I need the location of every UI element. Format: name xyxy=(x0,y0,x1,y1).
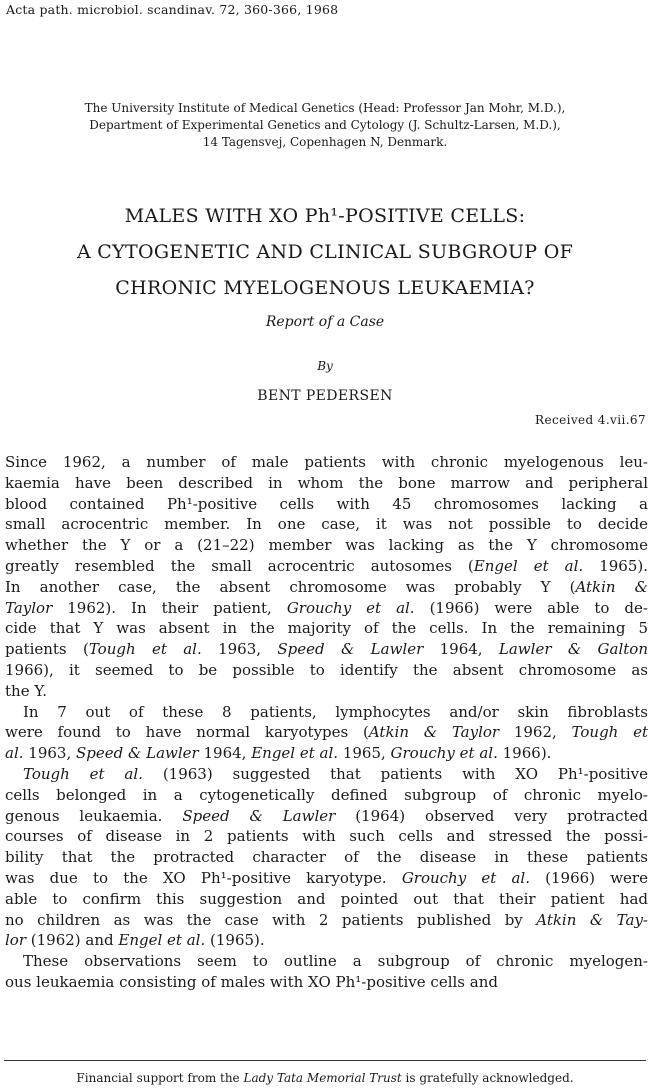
citation-text: Speed & Lawler xyxy=(182,806,336,825)
text-line xyxy=(5,514,648,535)
text-line xyxy=(5,639,648,660)
text-run: patients ( xyxy=(5,640,89,659)
citation-text: Lady Tata Memorial Trust xyxy=(243,1071,402,1085)
text-run: small acrocentric member. In one case, it was not possible to decide xyxy=(5,515,648,534)
text-line xyxy=(5,951,648,972)
text-run: 1965, xyxy=(338,744,391,763)
article-subtitle: Report of a Case xyxy=(265,314,385,330)
text-run: cide that Y was absent in the majority of the cells. In the remaining 5 xyxy=(5,619,648,638)
citation-text: Tough et al. xyxy=(88,640,202,659)
text-run: the Y. xyxy=(5,681,48,700)
text-run: 1964, xyxy=(198,744,252,763)
body-paragraph xyxy=(5,452,648,702)
text-line xyxy=(5,702,648,723)
text-line xyxy=(5,743,648,764)
citation-text: Tough et xyxy=(571,723,648,742)
text-run: (1966) were xyxy=(529,868,648,887)
received-date: Received 4.vii.67 xyxy=(535,413,646,427)
text-run: whether the Y or a (21–22) member was lacking as the Y chromosome xyxy=(5,536,648,555)
text-run: (1965). xyxy=(205,931,265,950)
citation-text: Atkin & Taylor xyxy=(368,723,500,742)
text-line xyxy=(5,556,648,577)
journal-citation: Acta path. microbiol. scandinav. 72, 360-366, 1968 xyxy=(6,2,339,17)
citation-text: Engel et al. xyxy=(118,931,206,950)
text-run: ous leukaemia consisting of males with XO Ph¹-positive cells and xyxy=(5,972,498,991)
text-run: (1964) observed very protracted xyxy=(335,806,648,825)
citation-text: Grouchy et al. xyxy=(401,868,530,887)
author-name: BENT PEDERSEN xyxy=(257,388,393,404)
text-run: kaemia have been described in whom the bone marrow and peripheral xyxy=(5,473,648,492)
text-line xyxy=(5,494,648,515)
text-run: able to confirm this suggestion and pointed out that their patient had xyxy=(5,889,648,908)
footnote xyxy=(0,1071,650,1085)
text-line xyxy=(5,618,648,639)
text-run: 1966). xyxy=(497,744,552,763)
text-line xyxy=(5,889,648,910)
text-run: In another case, the absent chromosome was probably Y ( xyxy=(5,577,576,596)
affiliation-line: 14 Tagensvej, Copenhagen N, Denmark. xyxy=(202,135,448,149)
citation-text: Speed & Lawler xyxy=(277,640,424,659)
text-line xyxy=(5,764,648,785)
citation-text: Grouchy et al. xyxy=(390,744,498,763)
citation-text: Lawler & Galton xyxy=(498,640,648,659)
citation-text: Grouchy et al. xyxy=(286,598,415,617)
text-run: 1962). In their patient, xyxy=(52,598,287,617)
text-run: In 7 out of these 8 patients, lymphocytes and/or skin fibroblasts xyxy=(23,702,648,721)
text-line xyxy=(5,930,648,951)
body-text xyxy=(5,452,648,993)
text-line xyxy=(5,577,648,598)
text-run: 1966), it seemed to be possible to identify the absent chromosome as xyxy=(5,660,648,679)
text-run: no children as was the case with 2 patients published by xyxy=(5,910,537,929)
title-line: MALES WITH XO Ph¹-POSITIVE CELLS: xyxy=(124,205,526,227)
text-line xyxy=(5,826,648,847)
affiliation-line: The University Institute of Medical Genetics (Head: Professor Jan Mohr, M.D.), xyxy=(84,101,566,115)
text-line xyxy=(5,785,648,806)
affiliation-line: Department of Experimental Genetics and Cytology (J. Schultz-Larsen, M.D.), xyxy=(89,118,561,132)
text-line xyxy=(5,972,648,993)
text-run: Since 1962, a number of male patients with chronic myelogenous leu- xyxy=(5,453,648,471)
citation-text: lor xyxy=(5,931,26,950)
text-run: is gratefully acknowledged. xyxy=(401,1071,574,1085)
text-run: (1966) were able to de- xyxy=(414,598,648,617)
text-run: bility that the protracted character of the disease in these patients xyxy=(5,848,648,867)
text-line xyxy=(5,806,648,827)
text-run: cells belonged in a cytogenetically defined subgroup of chronic myelo- xyxy=(5,785,648,804)
citation-text: al. xyxy=(5,744,24,763)
text-run: 1963, xyxy=(201,640,278,659)
text-run: (1962) and xyxy=(26,931,119,950)
citation-text: Atkin & Tay- xyxy=(536,910,648,929)
affiliation-block xyxy=(0,100,650,151)
text-line xyxy=(5,910,648,931)
citation-text: Engel et al. xyxy=(473,556,584,575)
body-paragraph xyxy=(5,951,648,993)
citation-text: Speed & Lawler xyxy=(76,744,199,763)
citation-text: Tough et al. xyxy=(23,764,143,783)
text-run: were found to have normal karyotypes ( xyxy=(5,723,369,742)
text-run: (1963) suggested that patients with XO Ph¹-positive xyxy=(142,764,648,783)
text-line xyxy=(5,535,648,556)
text-line xyxy=(5,847,648,868)
text-run: Financial support from the xyxy=(76,1071,244,1085)
body-paragraph xyxy=(5,764,648,951)
citation-text: Taylor xyxy=(5,598,53,617)
text-line xyxy=(5,660,648,681)
title-line: A CYTOGENETIC AND CLINICAL SUBGROUP OF xyxy=(76,241,574,263)
article-title xyxy=(0,198,650,306)
text-run: greatly resembled the small acrocentric autosomes ( xyxy=(5,556,474,575)
title-line: CHRONIC MYELOGENOUS LEUKAEMIA? xyxy=(115,277,535,299)
text-line xyxy=(5,473,648,494)
text-run: 1964, xyxy=(423,640,499,659)
text-line xyxy=(5,868,648,889)
text-run: was due to the XO Ph¹-positive karyotype. xyxy=(5,868,402,887)
citation-text: Engel et al. xyxy=(251,744,339,763)
body-paragraph xyxy=(5,702,648,764)
text-run: 1965). xyxy=(583,556,648,575)
citation-text: Atkin & xyxy=(575,577,648,596)
by-label: By xyxy=(317,359,333,373)
text-run: genous leukaemia. xyxy=(5,806,183,825)
text-line xyxy=(5,452,648,473)
text-line xyxy=(5,722,648,743)
text-run: 1963, xyxy=(23,744,76,763)
text-run: These observations seem to outline a subgroup of chronic myelogen- xyxy=(23,952,648,971)
text-run: blood contained Ph¹-positive cells with 45 chromosomes lacking a xyxy=(5,494,648,513)
text-run: 1962, xyxy=(499,723,572,742)
text-run: courses of disease in 2 patients with such cells and stressed the possi- xyxy=(5,827,648,846)
footnote-divider xyxy=(4,1060,646,1061)
text-line xyxy=(5,681,648,702)
text-line xyxy=(5,598,648,619)
